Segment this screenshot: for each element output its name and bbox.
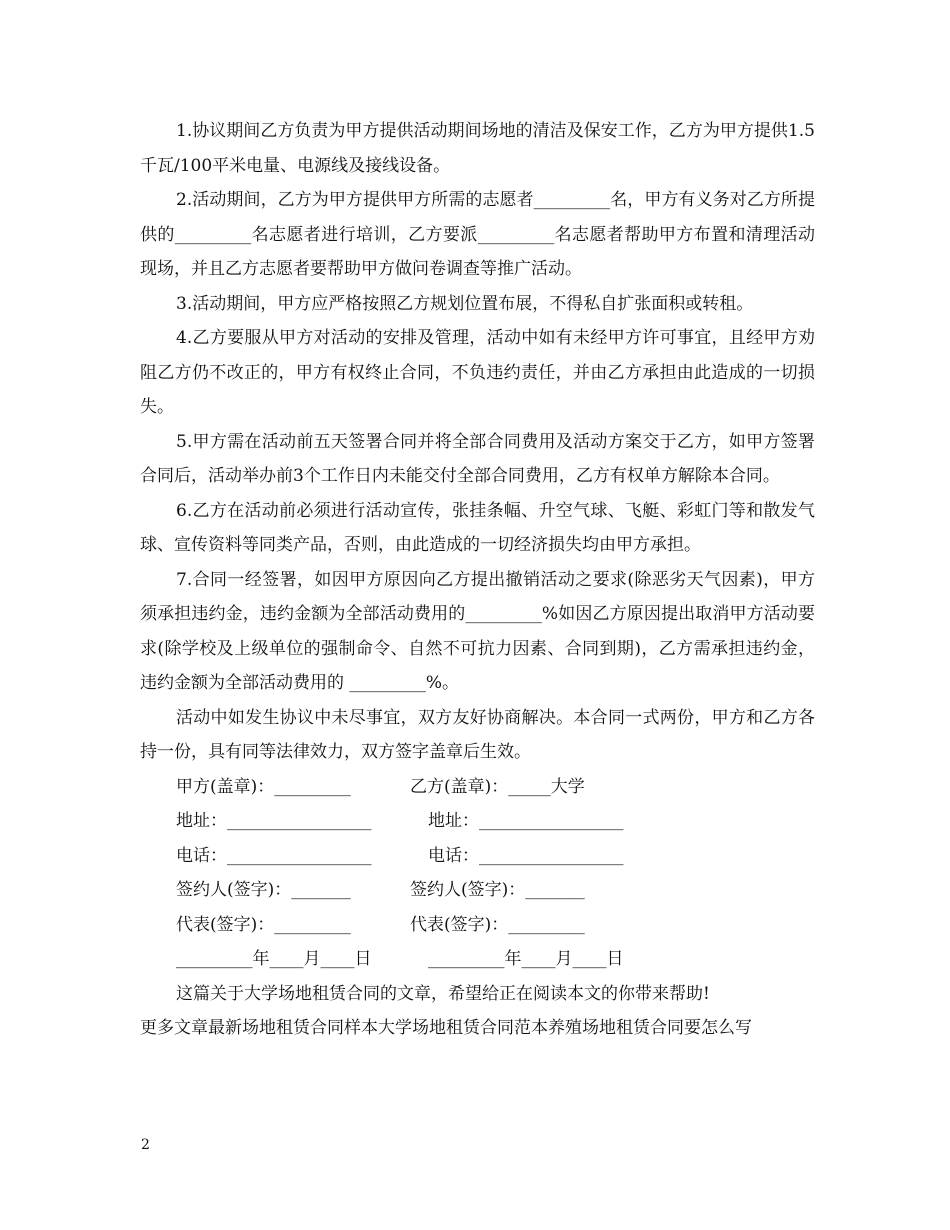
supplementary-clause: 活动中如发生协议中未尽事宜，双方友好协商解决。本合同一式两份，甲方和乙方各持一份，具有同等法律效力，双方签字盖章后生效。	[140, 707, 815, 762]
signature-block	[140, 770, 815, 977]
date-row	[140, 942, 815, 977]
party-a-date: _________年____月____日	[176, 949, 372, 969]
clause-6: 6.乙方在活动前必须进行活动宣传，张挂条幅、升空气球、飞艇、彩虹门等和散发气球、宣传资料等同类产品，否则，由此造成的一切经济损失均由甲方承担。	[140, 500, 815, 555]
party-b-address: 地址：_________________	[428, 811, 624, 831]
party-b-date: _________年____月____日	[428, 949, 624, 969]
party-b-seal: 乙方(盖章)：_____大学	[410, 776, 585, 797]
closing-remark: 这篇关于大学场地租赁合同的文章，希望给正在阅读本文的你带来帮助!	[176, 983, 710, 1004]
party-a-representative: 代表(签字)：_________	[176, 914, 351, 935]
signer-row	[140, 873, 815, 908]
clause-5: 5.甲方需在活动前五天签署合同并将全部合同费用及活动方案交于乙方，如甲方签署合同后，活动举办前3个工作日内未能交付全部合同费用，乙方有权单方解除本合同。	[140, 431, 815, 486]
clause-1: 1.协议期间乙方负责为甲方提供活动期间场地的清洁及保安工作，乙方为甲方提供1.5千瓦/100平米电量、电源线及接线设备。	[140, 121, 815, 176]
party-b-signer: 签约人(签字)：_______	[410, 880, 585, 900]
address-row	[140, 804, 815, 839]
party-a-seal: 甲方(盖章)：_________	[176, 776, 351, 797]
seal-row	[140, 770, 815, 805]
clause-3: 3.活动期间，甲方应严格按照乙方规划位置布展，不得私自扩张面积或转租。	[176, 293, 754, 314]
page-number: 2	[141, 1137, 150, 1153]
party-b-phone: 电话：_________________	[428, 845, 624, 866]
more-articles: 更多文章最新场地租赁合同样本大学场地租赁合同范本养殖场地租赁合同要怎么写	[140, 1018, 752, 1038]
contract-body	[140, 114, 815, 1046]
clause-7: 7.合同一经签署，如因甲方原因向乙方提出撤销活动之要求(除恶劣天气因素)，甲方须承担违约金，违约金额为全部活动费用的_________%如因乙方原因提出取消甲方活动要求(除学校及上级单位的强制命令、自然不可抗力因素、合同到期)，乙方需承担违约金，违约金额为全部活动费用的 _________%。	[140, 569, 815, 693]
party-a-phone: 电话：_________________	[176, 845, 372, 866]
phone-row	[140, 839, 815, 874]
party-a-address: 地址：_________________	[176, 811, 372, 831]
party-b-representative: 代表(签字)：_________	[410, 914, 585, 935]
clause-2: 2.活动期间，乙方为甲方提供甲方所需的志愿者_________名，甲方有义务对乙方所提供的_________名志愿者进行培训，乙方要派_________名志愿者帮助甲方布置和清理活动现场，并且乙方志愿者要帮助甲方做问卷调查等推广活动。	[140, 190, 815, 279]
clause-4: 4.乙方要服从甲方对活动的安排及管理，活动中如有未经甲方许可事宜，且经甲方劝阻乙方仍不改正的，甲方有权终止合同，不负违约责任，并由乙方承担由此造成的一切损失。	[140, 328, 815, 417]
representative-row	[140, 908, 815, 943]
party-a-signer: 签约人(签字)：_______	[176, 880, 351, 900]
